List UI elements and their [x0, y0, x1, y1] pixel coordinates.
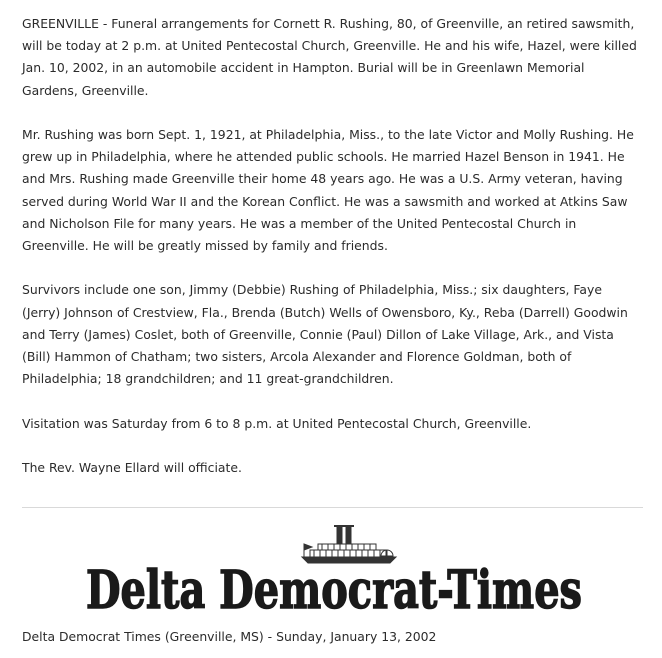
masthead-logo-text: Delta Democrat-Times: [86, 560, 582, 621]
article-paragraph: Visitation was Saturday from 6 to 8 p.m. at United Pentecostal Church, Greenville.: [22, 415, 532, 431]
article-paragraph: The Rev. Wayne Ellard will officiate.: [22, 460, 242, 475]
section-divider: [22, 507, 643, 508]
steamboat-icon: [302, 526, 396, 563]
obituary-article: [22, 13, 640, 501]
article-paragraph: Mr. Rushing was born Sept. 1, 1921, at Philadelphia, Miss., to the late Victor and Molly Rushing. He grew up in Philadelphia, where he attended public schools. He married Hazel Benson in 1941. He and Mrs. Rushing made Greenville their home 48 years ago. He was a U.S. Army veteran, having served during World War II and the Korean Conflict. He was a sawsmith and worked at Atkins Saw and Nicholson File for many years. He was a member of the United Pentecostal Church in Greenville. He will be greatly missed by family and friends.: [22, 127, 634, 254]
masthead-title: [86, 560, 582, 621]
source-caption: Delta Democrat Times (Greenville, MS) - Sunday, January 13, 2002: [22, 629, 437, 644]
newspaper-masthead-logo: [84, 522, 584, 622]
article-paragraph: Survivors include one son, Jimmy (Debbie) Rushing of Philadelphia, Miss.; six daughters, Faye (Jerry) Johnson of Crestview, Fla., Brenda (Butch) Wells of Owensboro, Ky., Reba (Darrell) Goodwin and Terry (James) Coslet, both of Greenville, Connie (Paul) Dillon of Lake Village, Ark., and Vista (Bill) Hammon of Chatham; two sisters, Arcola Alexander and Florence Goldman, both of Philadelphia; 18 grandchildren; and 11 great-grandchildren.: [22, 282, 628, 387]
article-paragraph: GREENVILLE - Funeral arrangements for Cornett R. Rushing, 80, of Greenville, an retired sawsmith, will be today at 2 p.m. at United Pentecostal Church, Greenville. He and his wife, Hazel, were killed Jan. 10, 2002, in an automobile accident in Hampton. Burial will be in Greenlawn Memorial Gardens, Greenville.: [22, 16, 637, 98]
